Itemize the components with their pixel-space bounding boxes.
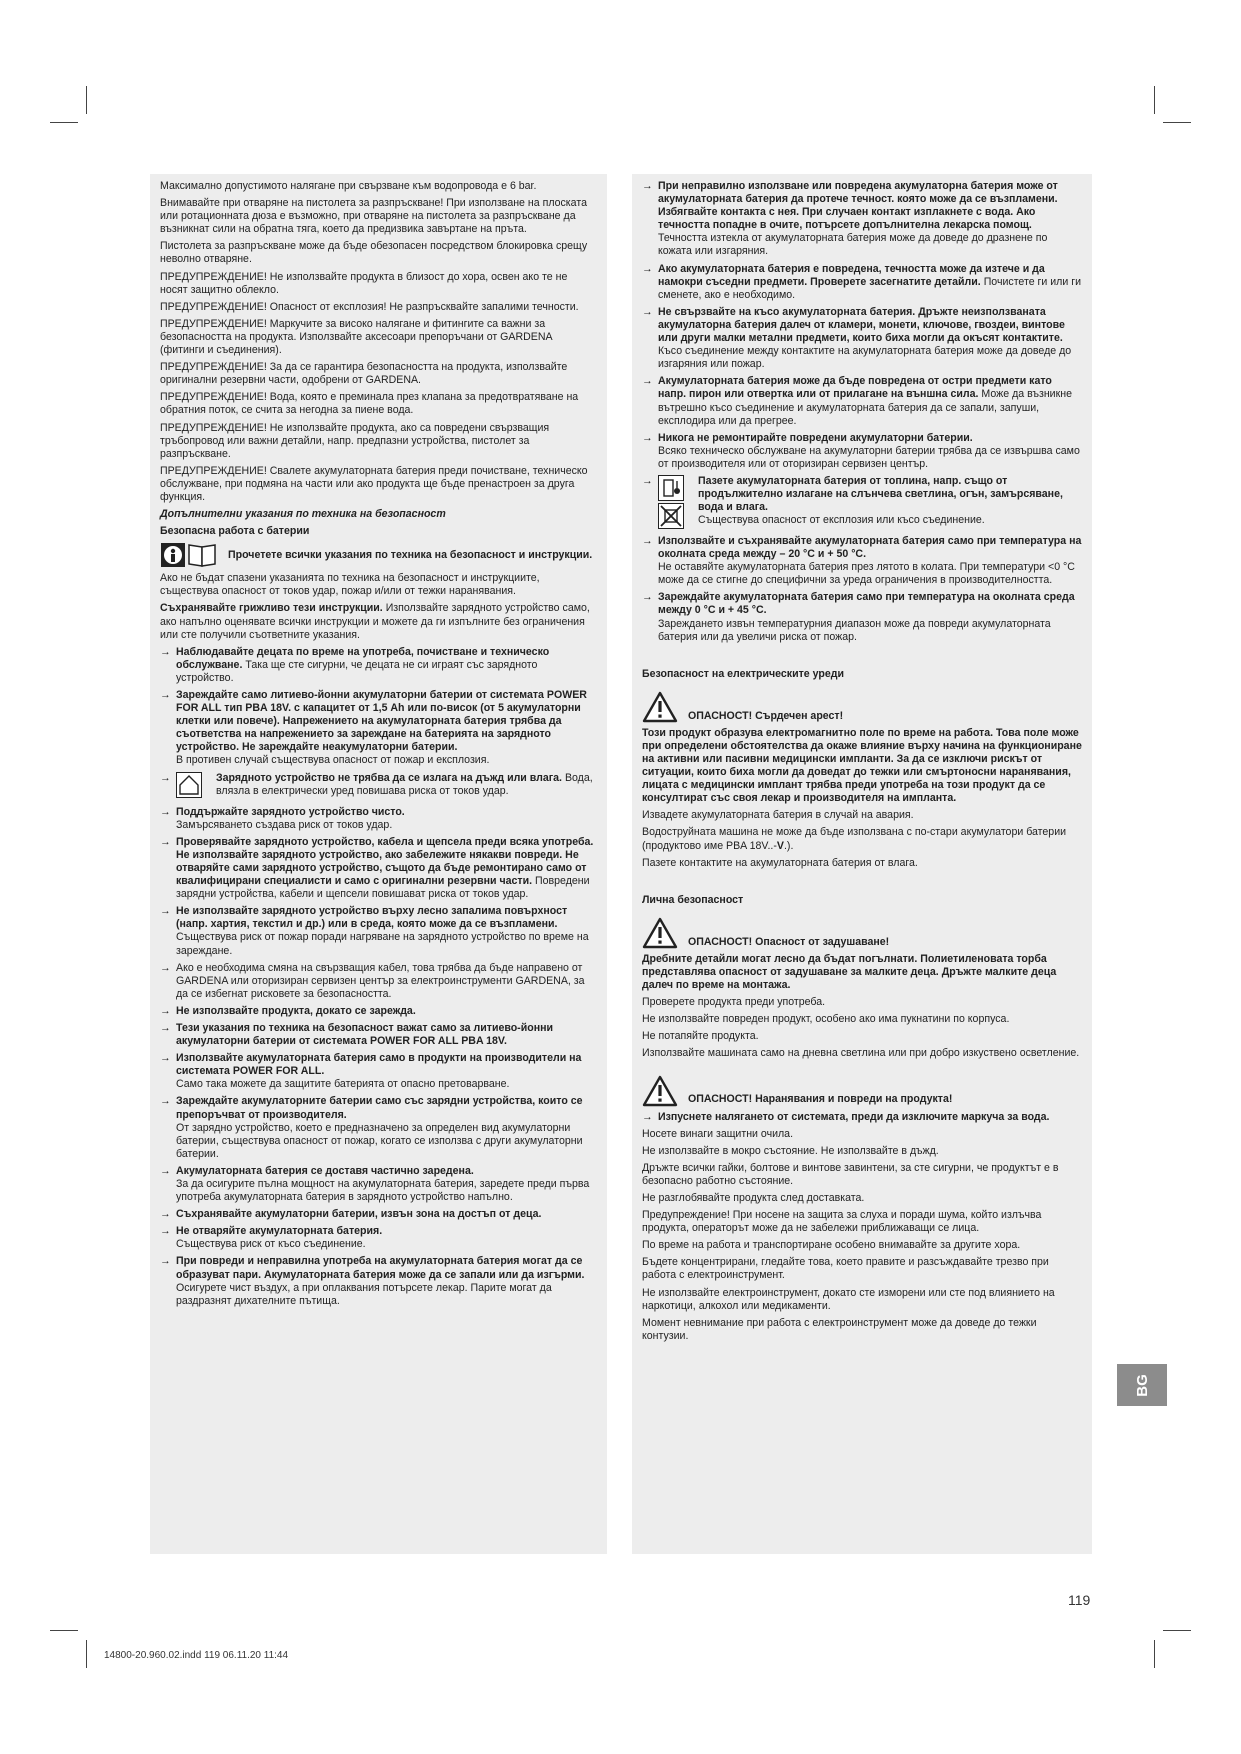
list-item: → Не използвайте зарядното устройство върху лесно запалима повърхност (напр. хартия, текстил и др.) или в среда, която може да се възпламени. Съществува риск от пожар поради нагряване на зарядното устройство по време на зареждане. [160,905,597,957]
list-item: → Тези указания по техника на безопасност важат само за литиево-йонни акумулаторни батерии от системата POWER FOR ALL PBA 18V. [160,1022,597,1048]
danger-row [642,917,1082,949]
paragraph: Бъдете концентрирани, гледайте това, което правите и разсъждавайте трезво при работа с електроинструмент. [642,1256,1049,1282]
paragraph: Не потапяйте продукта. [642,1030,759,1043]
language-tab: BG [1117,1364,1167,1406]
list-item: → При повреди и неправилна употреба на акумулаторната батерия могат да се образуват пари. Акумулаторната батерия може да се запали или да изгърми. Осигурете чист въздух, а при оплаквания потърсете лекар. Парите могат да раздразнят дихателните пътища. [160,1255,597,1307]
page-number: 119 [1068,1592,1091,1608]
list-item: → Проверявайте зарядното устройство, кабела и щепсела преди всяка употреба. Не използвайте зарядното устройство, ако забележите някакви повреди. Не отваряйте сами зарядното устройство, същото да бъде ремонтирано само от квалифицирани специалисти и само с оригинални резервни части. Повредени зарядни устройства, кабели и щепсели повишават риска от токов удар. [160,836,597,901]
paragraph: Носете винаги защитни очила. [642,1127,794,1140]
paragraph: Извадете акумулаторната батерия в случай на авария. [642,809,914,822]
list-item: → Акумулаторната батерия може да бъде повредена от остри предмети като напр. пирон или отвертка или от прилагане на външна сила. Може да възникне вътрешно късо съединение и акумулаторната батерия да се запали, запуши, експлодира или да прегрее. [642,375,1082,427]
warning-triangle-icon [642,691,678,723]
list-item: → Зареждайте акумулаторните батерии само със зарядни устройства, които се препоръчват от производителя. От зарядно устройство, което е предназначено за определен вид акумулаторни батерии, съществува опасност от пожар, когато се използва с други акумулаторни батерии. [160,1095,597,1160]
danger-label: ОПАСНОСТ! Сърдечен арест! [688,709,844,722]
list-item: → Изпуснете налягането от системата, преди да изключите маркуча за вода. [642,1111,1082,1124]
crop-mark [1163,122,1191,123]
paragraph: ПРЕДУПРЕЖДЕНИЕ! За да се гарантира безопасността на продукта, използвайте оригинални резервни части, одобрени от GARDENA. [160,361,568,387]
list-item: → Пазете акумулаторната батерия от топлина, напр. също от продължително излагане на слънчева светлина, огън, замърсяване, вода и влага. Съществува опасност от експлозия или късо съединение. [642,475,1082,531]
no-water-icon [658,503,684,529]
paragraph: Не разглобявайте продукта след доставката. [642,1191,865,1204]
danger-row [642,1075,1082,1107]
paragraph: Водоструйната машина не може да бъде използвана с по-стари акумулатори батерии (продуктово име PBA 18V..-V.). [642,826,1067,852]
list-item: → Акумулаторната батерия се доставя частично заредена. За да осигурите пълна мощност на акумулаторната батерия, заредете преди първа употреба акумулаторната батерия в зарядното устройство напълно. [160,1165,597,1204]
list-item: → Поддържайте зарядното устройство чисто. Замърсяването създава риск от токов удар. [160,806,597,832]
crop-mark [50,122,78,123]
paragraph: Дребните детайли могат лесно да бъдат погълнати. Полиетиленовата торба представлява опасност от задушаване за малките деца. Дръжте малките деца далеч по време на монтажа. [642,952,1057,992]
list-item: → Не използвайте продукта, докато се зарежда. [160,1005,597,1018]
list-item: → Използвайте акумулаторната батерия само в продукти на производители на системата POWER FOR ALL. Само така можете да защитите батерията от опасно претоварване. [160,1052,597,1091]
list-item: → Никога не ремонтирайте повредени акумулаторни батерии. Всяко техническо обслужване на акумулаторни батерии трябва да се извършва само от производителя или от оторизиран сервизен център. [642,432,1082,471]
crop-mark [50,1630,78,1631]
list-item: → Използвайте и съхранявайте акумулаторната батерия само при температура на околната среда между – 20 °C и + 50 °C. Не оставяйте акумулаторната батерия през лятото в колата. При температури <0 °C може да се стигне до специфични за уреда ограничения в производителността. [642,535,1082,587]
section-heading: Допълнителни указания по техника на безопасност [160,508,446,521]
paragraph: По време на работа и транспортиране особено внимавайте за другите хора. [642,1239,1021,1252]
paragraph: Не използвайте електроинструмент, докато сте изморени или сте под влиянието на наркотици, алкохол или медикаменти. [642,1286,1055,1312]
right-column [632,174,1092,1554]
read-instructions-text: Прочетете всички указания по техника на безопасност и инструкции. [228,548,593,561]
paragraph: Предупреждение! При носене на защита за слуха и поради шума, който излъчва продукта, операторът може да не забележи приближаващи се лица. [642,1209,1042,1235]
list-item: → Зарядното устройство не трябва да се излага на дъжд или влага. Вода, влязла в електрически уред повишава риска от токов удар. [160,771,593,797]
read-instructions-row [160,542,597,568]
crop-mark [86,1640,87,1668]
paragraph: ПРЕДУПРЕЖДЕНИЕ! Опасност от експлозия! Не разпръсквайте запалими течности. [160,300,579,313]
subsection-heading: Безопасна работа с батерии [160,525,310,538]
danger-label: ОПАСНОСТ! Наранявания и повреди на продукта! [688,1093,953,1106]
list-item: → Ако акумулаторната батерия е повредена, течността може да изтече и да намокри съседни предмети. Проверете засегнатите детайли. Почистете ги или ги сменете, ако е необходимо. [642,263,1082,302]
paragraph: ПРЕДУПРЕЖДЕНИЕ! Маркучите за високо налягане и фитингите са важни за безопасността на продукта. Използвайте аксесоари препоръчани от GARDENA (фитинги и съединения). [160,317,552,357]
arrow-icon: → [160,771,171,784]
paragraph: Ако не бъдат спазени указанията по техника на безопасност и инструкциите, съществува опасност от токов удар, пожар и/или от тежки наранявания. [160,572,540,598]
section-heading: Безопасност на електрическите уреди [642,667,844,680]
indoor-use-house-icon [176,772,202,798]
warning-triangle-icon [642,1075,678,1107]
crop-mark [1154,1640,1155,1668]
paragraph: Момент невнимание при работа с електроинструмент може да доведе до тежки контузии. [642,1316,1037,1342]
list-item: → Ако е необходима смяна на свързващия кабел, това трябва да бъде направено от GARDENA или оторизиран сервизен център за електроинструменти GARDENA, за да се избегнат рисковете за безопасността. [160,962,597,1001]
paragraph: Съхранявайте грижливо тези инструкции. Използвайте зарядното устройство само, ако напълно оценявате всички инструкции и можете да ги изпълните без ограничения или сте получили съответните указания. [160,602,590,641]
crop-mark [1163,1630,1191,1631]
paragraph: ПРЕДУПРЕЖДЕНИЕ! Не използвайте продукта, ако са повредени свързващия тръбопровод или важни детайли, напр. предпазни устройства, пистолет за разпръскване. [160,421,550,460]
paragraph: Не използвайте в мокро състояние. Не използвайте в дъжд. [642,1144,939,1157]
paragraph: Дръжте всички гайки, болтове и винтове завинтени, за сте сигурни, че продуктът е в безопасно работно състояние. [642,1161,1059,1187]
print-footer: 14800-20.960.02.indd 119 06.11.20 11:44 [104,1650,289,1661]
paragraph: Използвайте машината само на дневна светлина или при добро изкуствено осветление. [642,1047,1080,1060]
list-item: → Наблюдавайте децата по време на употреба, почистване и техническо обслужване. Така ще сте сигурни, че децата не си играят със зарядното устройство. [160,646,597,685]
danger-label: ОПАСНОСТ! Опасност от задушаване! [688,935,890,948]
paragraph: Проверете продукта преди употреба. [642,996,826,1009]
list-item: → При неправилно използване или повредена акумулаторна батерия може от акумулаторната батерия да протече течност. която може да се възпламени. Избягвайте контакта с нея. При случаен контакт изплакнете с вода. Ако течността попадне в очите, потърсете допълнителна лекарска помощ. Течността изтекла от акумулаторната батерия може да доведе до дразнене по кожата или изгаряния. [642,180,1082,259]
list-item: → Не отваряйте акумулаторната батерия. Съществува риск от късо съединение. [160,1225,597,1251]
crop-mark [1154,86,1155,114]
list-item: → Зареждайте акумулаторната батерия само при температура на околната среда между 0 °C и + 45 °C. Зареждането извън температурния диапазон може да повреди акумулаторната батерия или да увеличи риска от пожар. [642,591,1082,643]
paragraph: ПРЕДУПРЕЖДЕНИЕ! Вода, която е преминала през клапана за предотвратяване на обратния поток, се счита за негодна за пиене вода. [160,391,579,417]
read-manual-icon [160,542,218,568]
left-column [150,174,607,1554]
list-item: → Не свързвайте на късо акумулаторната батерия. Дръжте неизползваната акумулаторна батерия далеч от кламери, монети, ключове, гвоздеи, винтове или други малки метални предмети, които биха могли да окъсят контактите. Късо съединение между контактите на акумулаторната батерия може да доведе до изгаряния или пожар. [642,306,1082,371]
warning-triangle-icon [642,917,678,949]
list-item: → Зареждайте само литиево-йонни акумулаторни батерии от системата POWER FOR ALL тип PBA 18V. с капацитет от 1,5 Ah или по-висок (от 5 акумулаторни клетки или повече). Напрежението на акумулаторната батерия трябва да съответства на напрежението за зареждане на батерията на зарядното устройство. Не зареждайте неакумулаторни батерии. В противен случай съществува опасност от пожар и експлозия. [160,689,597,768]
danger-row [642,691,1082,723]
paragraph: ПРЕДУПРЕЖДЕНИЕ! Не използвайте продукта в близост до хора, освен ако те не носят защитно облекло. [160,270,568,296]
list-item: → Съхранявайте акумулаторни батерии, извън зона на достъп от деца. [160,1208,597,1221]
paragraph: Максимално допустимото налягане при свързване към водопровода е 6 bar. [160,180,537,192]
paragraph: Пистолета за разпръскване може да бъде обезопасен посредством блокировка срещу неволно отваряне. [160,240,588,266]
arrow-icon: → [642,474,653,487]
section-heading: Лична безопасност [642,893,744,906]
heat-warning-icon [658,475,684,501]
paragraph: Внимавайте при отваряне на пистолета за разпръскване! При използване на плоската или ротационната дюза е възможно, при отваряне на пистолета за разпръскване да възникнат сили на обратна тяга, което да предизвика завъртане на пръта. [160,197,587,236]
paragraph: Пазете контактите на акумулаторната батерия от влага. [642,856,918,869]
paragraph: Не използвайте повреден продукт, особено ако има пукнатини по корпуса. [642,1013,1010,1026]
paragraph: Този продукт образува електромагнитно поле по време на работа. Това поле може при определени обстоятелства да окаже влияние върху начина на функциониране на активни или пасивни медицински импланти. За да се изключи рискът от ситуации, които биха могли да доведат до тежки или смъртоносни наранявания, лицата с медицински имплант трябва преди употреба на този продукт да се консултират със своя лекар и производителя на импланта. [642,726,1082,805]
paragraph: ПРЕДУПРЕЖДЕНИЕ! Свалете акумулаторната батерия преди почистване, техническо обслужване, при подмяна на части или ако продукта ще бъде пренастроен за друга функция. [160,464,588,503]
crop-mark [86,86,87,114]
